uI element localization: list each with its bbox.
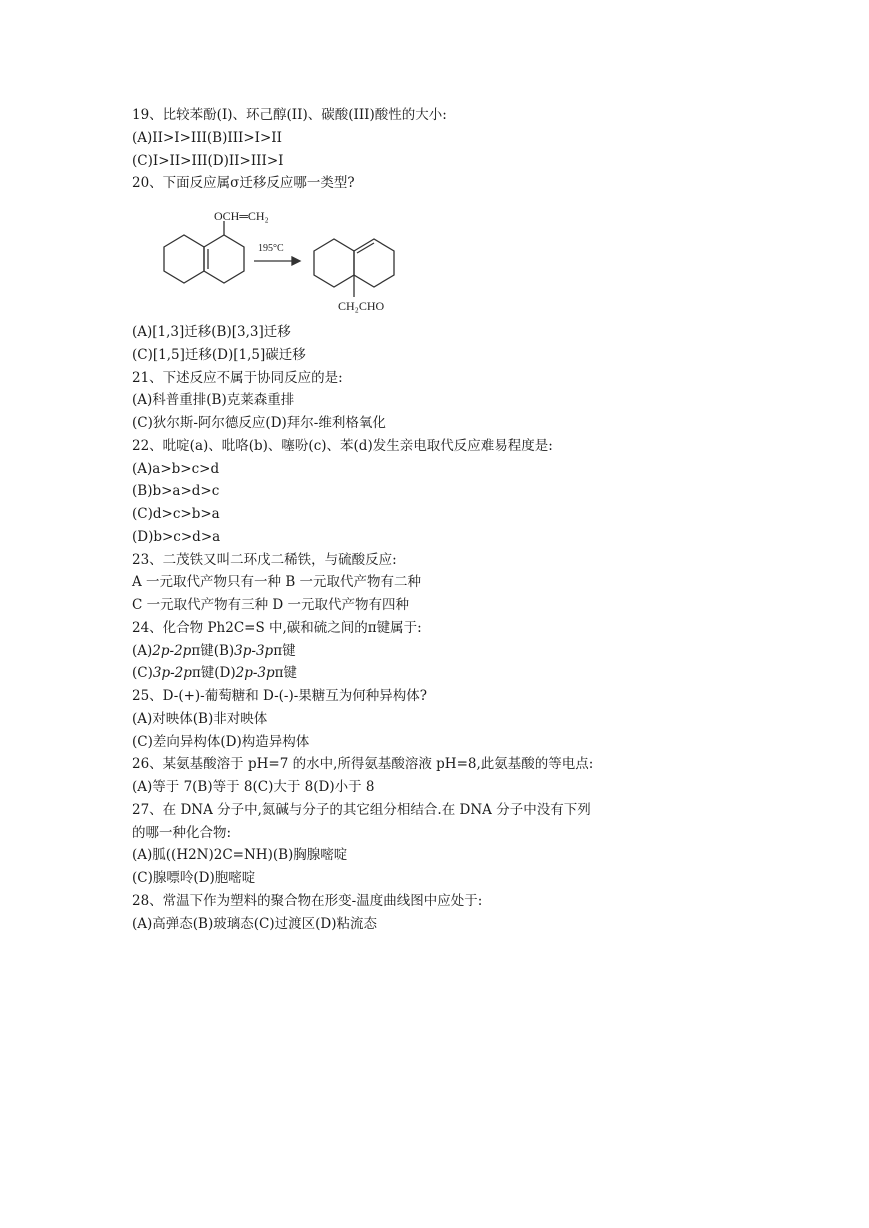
q25-options-cd: (C)差向异构体(D)构造异构体	[132, 733, 310, 750]
q22-option-c: (C)d>c>b>a	[132, 506, 220, 522]
q24-d-orbitals: 2p-3p	[235, 665, 275, 682]
q19-options-ab: (A)II>I>III(B)III>I>II	[132, 129, 282, 146]
product-right-ring	[354, 239, 394, 287]
q22-option-a: (A)a>b>c>d	[132, 460, 220, 477]
reactant-substituent-label: OCH═CH₂	[214, 209, 269, 223]
q28-options: (A)高弹态(B)玻璃态(C)过渡区(D)粘流态	[132, 915, 377, 932]
q24-a-orbitals: 2p-2p	[152, 642, 192, 659]
reactant-right-ring	[204, 235, 244, 283]
q20-options-cd: (C)[1,5]迁移(D)[1,5]碳迁移	[132, 346, 306, 363]
q21-stem: 21、下述反应不属于协同反应的是:	[132, 369, 343, 386]
q21-options-ab: (A)科普重排(B)克莱森重排	[132, 392, 295, 409]
q22-option-b: (B)b>a>d>c	[132, 483, 220, 500]
q21-options-cd: (C)狄尔斯-阿尔德反应(D)拜尔-维利格氧化	[132, 415, 386, 431]
q24-a-label: (A)	[132, 642, 153, 659]
q24-stem: 24、化合物 Ph2C=S 中,碳和硫之间的π键属于:	[132, 619, 422, 636]
q20-stem: 20、下面反应属σ迁移反应哪一类型?	[132, 175, 355, 192]
reactant-left-ring	[164, 235, 204, 283]
q23-stem: 23、二茂铁又叫二环戊二稀铁，与硫酸反应:	[132, 551, 397, 568]
q24-c-tail: π键	[191, 665, 215, 682]
q27-options-cd: (C)腺嘌呤(D)胞嘧啶	[132, 870, 256, 886]
q25-options-ab: (A)对映体(B)非对映体	[132, 710, 268, 727]
q24-options-cd	[132, 662, 752, 685]
q22-stem: 22、吡啶(a)、吡咯(b)、噻吩(c)、苯(d)发生亲电取代反应难易程度是:	[132, 437, 553, 454]
q24-c-label: (C)	[132, 665, 153, 682]
q26-options: (A)等于 7(B)等于 8(C)大于 8(D)小于 8	[132, 779, 375, 795]
q24-b-label: (B)	[213, 642, 235, 659]
q26-stem: 26、某氨基酸溶于 pH=7 的水中,所得氨基酸溶液 pH=8,此氨基酸的等电点:	[132, 756, 594, 773]
q24-c-orbitals: 3p-2p	[152, 665, 192, 682]
q27-stem-line1: 27、在 DNA 分子中,氮碱与分子的其它组分相结合.在 DNA 分子中没有下列	[132, 801, 591, 818]
q23-options-cd: C 一元取代产物有三种 D 一元取代产物有四种	[132, 597, 410, 613]
q24-b-tail: π键	[273, 642, 296, 659]
q24-d-tail: π键	[274, 665, 298, 682]
q27-stem-line2: 的哪一种化合物:	[132, 824, 232, 841]
q24-d-label: (D)	[214, 665, 236, 682]
q27-options-ab: (A)胍((H2N)2C=NH)(B)胸腺嘧啶	[132, 847, 348, 864]
q19-options-cd: (C)I>II>III(D)II>III>I	[132, 152, 284, 169]
reaction-condition-label: 195°C	[258, 243, 284, 254]
q25-stem: 25、D-(+)-葡萄糖和 D-(-)-果糖互为何种异构体?	[132, 688, 428, 704]
q24-b-orbitals: 3p-3p	[234, 642, 274, 659]
q20-options-ab: (A)[1,3]迁移(B)[3,3]迁移	[132, 324, 291, 340]
q28-stem: 28、常温下作为塑料的聚合物在形变-温度曲线图中应处于:	[132, 892, 483, 909]
reaction-scheme-drawing	[142, 209, 502, 321]
q22-option-d: (D)b>c>d>a	[132, 528, 221, 545]
product-substituent-label: CH₂CHO	[338, 299, 385, 313]
q20-reaction-figure	[142, 209, 752, 321]
reaction-arrow-head	[292, 257, 300, 265]
q24-options-ab	[132, 640, 752, 663]
q24-a-tail: π键	[191, 642, 214, 659]
q23-options-ab: A 一元取代产物只有一种 B 一元取代产物有二种	[132, 574, 422, 591]
product-left-ring	[314, 239, 354, 287]
q19-stem: 19、比较苯酚(I)、环己醇(II)、碳酸(III)酸性的大小:	[132, 107, 447, 123]
question-page	[132, 104, 752, 935]
